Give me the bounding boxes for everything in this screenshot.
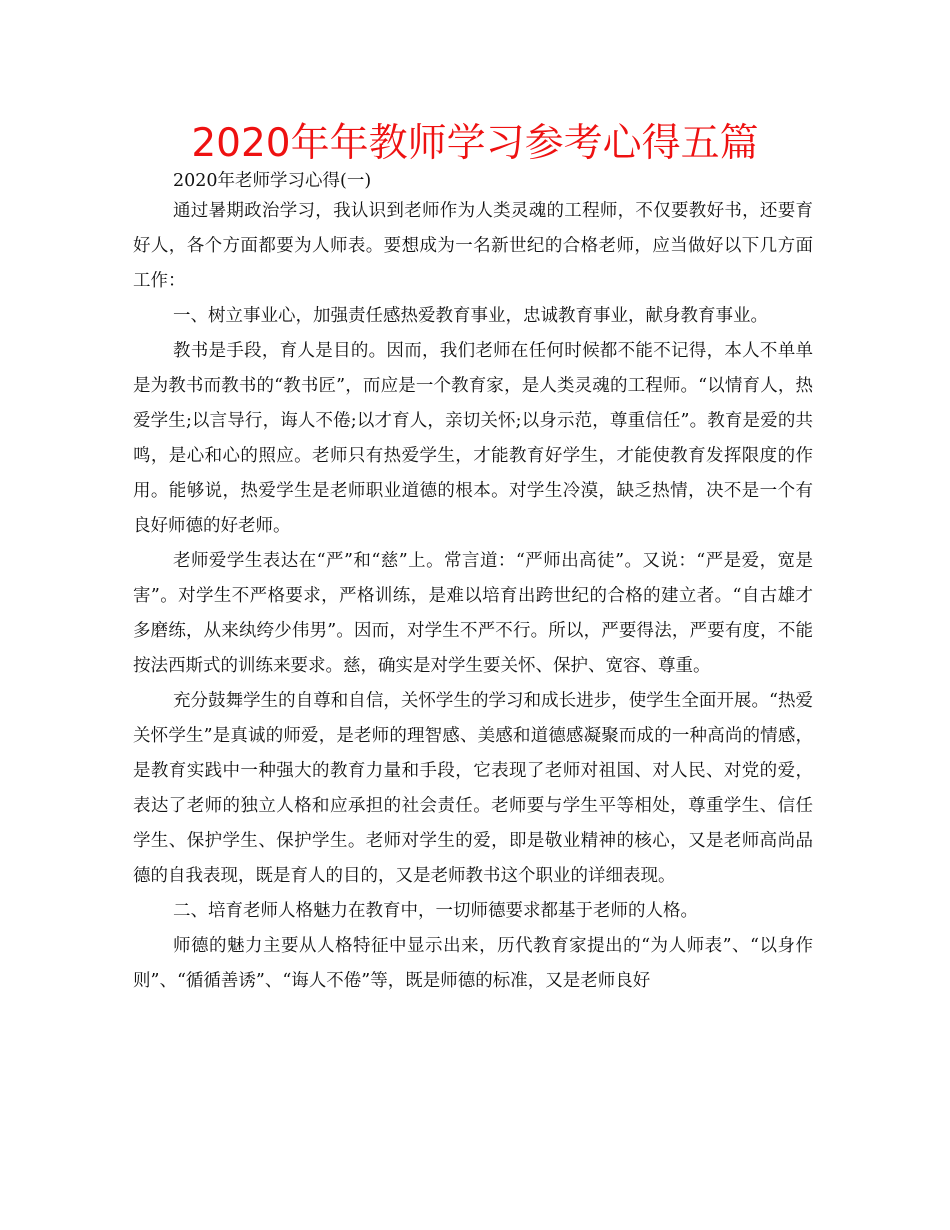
document-body: [133, 168, 813, 999]
paragraph-point-one: 一、树立事业心，加强责任感热爱教育事业，忠诚教育事业，献身教育事业。: [173, 306, 768, 326]
section-subtitle: 2020年老师学习心得(一): [173, 171, 372, 191]
paragraph-encourage-students: 充分鼓舞学生的自尊和自信，关怀学生的学习和成长进步，使学生全面开展。“热爱关怀学生”是真诚的师爱，是老师的理智感、美感和道德感凝聚而成的一种高尚的情感，是教育实践中一种强大的教育力量和手段，它表现了老师对祖国、对人民、对党的爱，表达了老师的独立人格和应承担的社会责任。老师要与学生平等相处，尊重学生、信任学生、保护学生、保护学生。老师对学生的爱，即是敬业精神的核心，又是老师高尚品德的自我表现，既是育人的目的，又是老师教书这个职业的详细表现。: [133, 691, 813, 886]
document-title: 2020年年教师学习参考心得五篇: [191, 121, 759, 166]
paragraph-teaching-purpose: 教书是手段，育人是目的。因而，我们老师在任何时候都不能不记得，本人不单单是为教书而教书的“教书匠”，而应是一个教育家，是人类灵魂的工程师。“以情育人，热爱学生;以言导行，诲人不倦;以才育人，亲切关怀;以身示范，尊重信任”。教育是爱的共鸣，是心和心的照应。老师只有热爱学生，才能教育好学生，才能使教育发挥限度的作用。能够说，热爱学生是老师职业道德的根本。对学生冷漠，缺乏热情，决不是一个有良好师德的好老师。: [133, 341, 813, 536]
paragraph-strict-and-kind: 老师爱学生表达在“严”和“慈”上。常言道：“严师出高徒”。又说：“严是爱，宽是害”。对学生不严格要求，严格训练，是难以培育出跨世纪的合格的建立者。“自古雄才多磨练，从来纨绔少伟男”。因而，对学生不严不行。所以，严要得法，严要有度，不能按法西斯式的训练来要求。慈，确实是对学生要关怀、保护、宽容、尊重。: [133, 551, 813, 676]
paragraph-intro: 通过暑期政治学习，我认识到老师作为人类灵魂的工程师，不仅要教好书，还要育好人，各个方面都要为人师表。要想成为一名新世纪的合格老师，应当做好以下几方面工作：: [133, 201, 813, 291]
paragraph-point-two: 二、培育老师人格魅力在教育中，一切师德要求都基于老师的人格。: [173, 901, 698, 921]
paragraph-moral-charm: 师德的魅力主要从人格特征中显示出来，历代教育家提出的“为人师表”、“以身作则”、“循循善诱”、“诲人不倦”等，既是师德的标准，又是老师良好: [133, 936, 813, 991]
